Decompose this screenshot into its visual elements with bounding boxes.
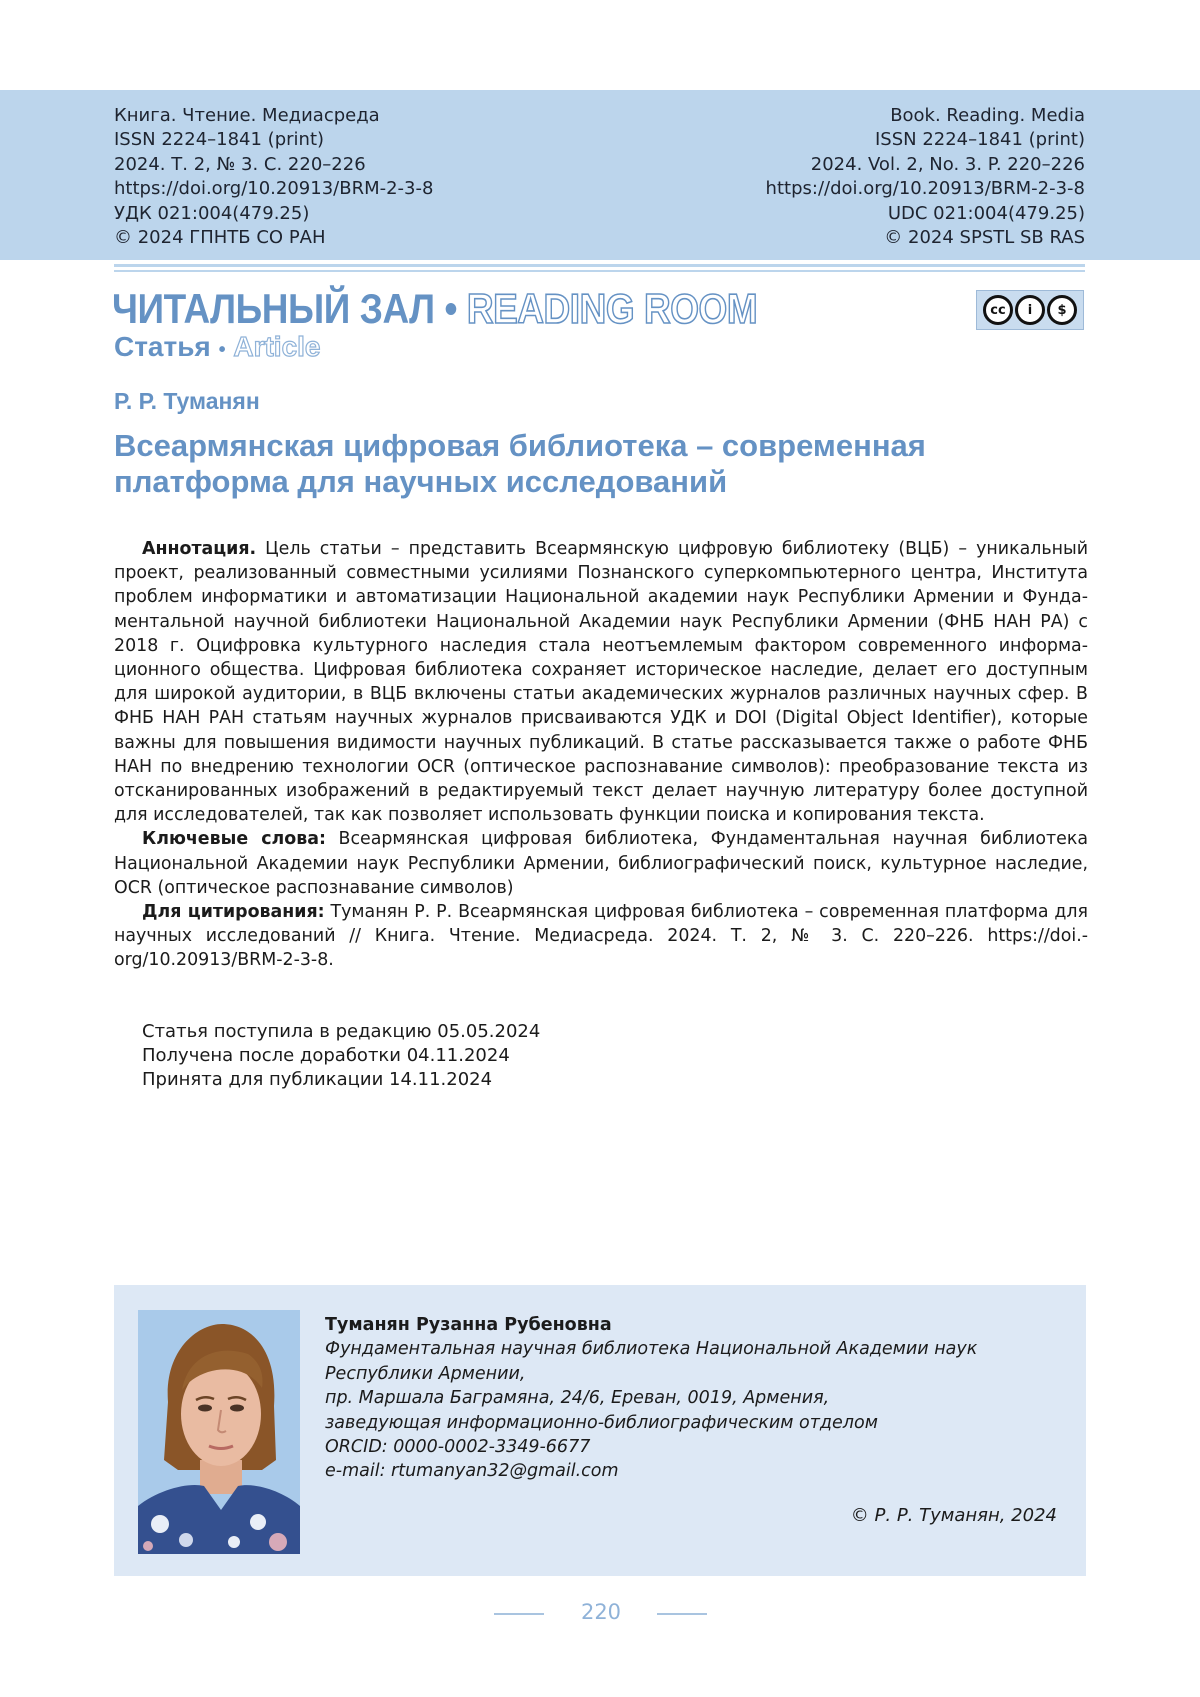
udc-ru: УДК 021:004(479.25) [114, 202, 433, 226]
noncommercial-icon: $ [1047, 295, 1077, 325]
section-separator: • [444, 285, 457, 332]
date-accepted: Принята для публикации 14.11.2024 [142, 1068, 540, 1092]
author-full-name: Туманян Рузанна Рубеновна [325, 1313, 977, 1337]
abstract-paragraph [114, 537, 1088, 827]
address-line: пр. Маршала Баграмяна, 24/6, Ереван, 0019, Армения, [325, 1386, 977, 1410]
article-author: Р. Р. Туманян [114, 388, 260, 415]
section-heading [112, 285, 757, 333]
footer-line-right [657, 1613, 707, 1615]
udc-en: UDC 021:004(479.25) [766, 202, 1085, 226]
issue-ru: 2024. Т. 2, № 3. С. 220–226 [114, 153, 433, 177]
page-number: 220 [560, 1600, 642, 1624]
affiliation-line-1: Фундаментальная научная библиотека Национальной Академии наук [325, 1337, 977, 1361]
author-copyright: © Р. Р. Туманян, 2024 [851, 1505, 1057, 1526]
journal-title-ru: Книга. Чтение. Медиасреда [114, 104, 433, 128]
doi-link-ru[interactable]: https://doi.org/10.20913/BRM-2-3-8 [114, 177, 433, 201]
abstract-block [114, 537, 1088, 973]
copyright-ru: © 2024 ГПНТБ СО РАН [114, 226, 433, 250]
date-revised: Получена после доработки 04.11.2024 [142, 1044, 540, 1068]
doi-link-en[interactable]: https://doi.org/10.20913/BRM-2-3-8 [766, 177, 1085, 201]
issn-ru: ISSN 2224–1841 (print) [114, 128, 433, 152]
journal-title-en: Book. Reading. Media [766, 104, 1085, 128]
issue-en: 2024. Vol. 2, No. 3. P. 220–226 [766, 153, 1085, 177]
citation-paragraph [114, 900, 1088, 973]
copyright-en: © 2024 SPSTL SB RAS [766, 226, 1085, 250]
footer-line-left [494, 1613, 544, 1615]
affiliation-line-2: Республики Армении, [325, 1362, 977, 1386]
article-type-en: Article [233, 331, 320, 362]
keywords-label: Ключевые слова: [142, 829, 326, 849]
citation-label: Для цитирования: [142, 902, 325, 922]
cc-icon: cc [983, 295, 1013, 325]
article-title: Всеармянская цифровая библиотека – современная платформа для научных исследований [114, 428, 1074, 500]
abstract-text: Цель статьи – представить Всеармянскую цифровую библиотеку (ВЦБ) – уникальный проект, реализованный совместными усилиями Познанского суперкомпьютерного центра, Института проблем информатики и автоматизации Национальной академии наук Республики Армении и Фунда­ментальной научной библиотеки Национальной Академии наук Республики Армении (ФНБ НАН РА) с 2018 г. Оцифровка культурного наследия стала неотъемлемым фактором современного информа­ционного общества. Цифровая библиотека сохраняет историческое наследие, делает его доступным для широкой аудитории, в ВЦБ включены статьи академических журналов различных научных сфер. В ФНБ НАН РАН статьям научных журналов присваиваются УДК и DOI (Digital Object Identifier), которые важны для повышения видимости научных публикаций. В статье рассказывается также о работе ФНБ НАН по внедрению технологии OCR (оптическое распознавание символов): преобразование текста из отсканированных изображений в редактируемый текст делает научную литературу более доступной для исследователей, так как позволяет использовать функции поиска и копирования текста. [114, 539, 1088, 825]
date-received: Статья поступила в редакцию 05.05.2024 [142, 1020, 540, 1044]
article-dates [142, 1020, 540, 1093]
section-name-en: READING ROOM [467, 285, 757, 332]
abstract-label: Аннотация. [142, 539, 256, 559]
orcid-line[interactable]: ORCID: 0000-0002-3349-6677 [325, 1435, 977, 1459]
author-details [325, 1313, 977, 1484]
article-type [114, 330, 321, 367]
header-divider-thin [114, 270, 1085, 272]
email-line[interactable]: e-mail: rtumanyan32@gmail.com [325, 1459, 977, 1483]
journal-info-russian [114, 104, 433, 250]
header-divider-thick [114, 264, 1085, 267]
issn-en: ISSN 2224–1841 (print) [766, 128, 1085, 152]
attribution-icon: i [1015, 295, 1045, 325]
keywords-paragraph [114, 827, 1088, 900]
cc-by-nc-icon[interactable] [976, 290, 1084, 330]
author-photo [138, 1310, 300, 1554]
page-footer [0, 1600, 1200, 1630]
keywords-text: Всеармянская цифровая библиотека, Фундаментальная научная библиотека Национальной Академии наук Республики Армении, библиографический поиск, культурное наследие, OCR (оптическое распознавание символов) [114, 829, 1088, 897]
section-name-ru: ЧИТАЛЬНЫЙ ЗАЛ [112, 285, 435, 332]
article-type-separator: • [219, 339, 226, 361]
journal-info-english [766, 104, 1085, 250]
article-type-ru: Статья [114, 331, 211, 362]
position-line: заведующая информационно-библиографическим отделом [325, 1411, 977, 1435]
citation-text: Туманян Р. Р. Всеармянская цифровая библиотека – современная платформа для научных исследований // Книга. Чтение. Медиасреда. 2024. Т. 2, № 3. С. 220–226. https://doi.­org/10.20913/BRM-2-3-8. [114, 902, 1088, 970]
